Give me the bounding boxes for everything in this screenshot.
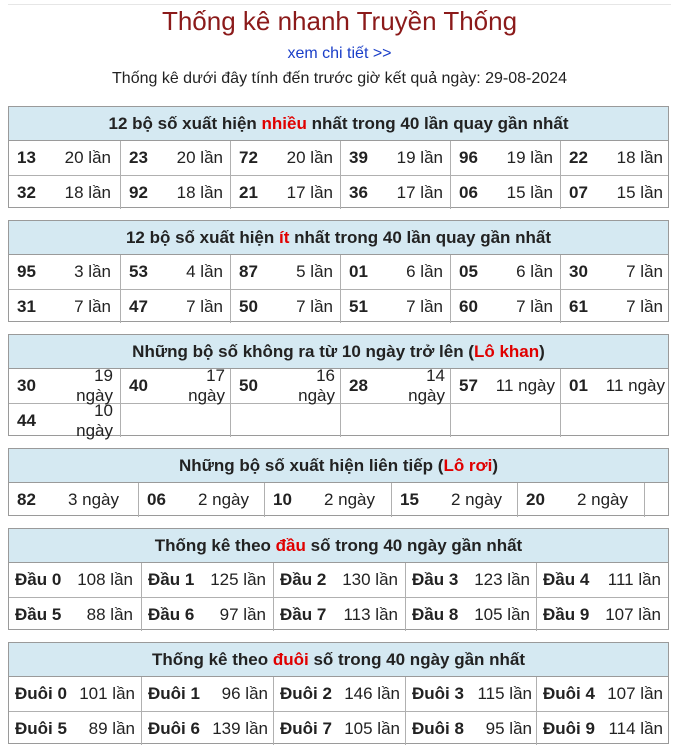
heading-text: nhất trong 40 lần quay gần nhất <box>289 228 552 247</box>
tail-digit-box <box>8 642 669 744</box>
count-value: 20 lần <box>286 148 333 167</box>
count-value: 7 lần <box>516 296 553 316</box>
number-value: 31 <box>17 296 36 316</box>
count-value: 2 ngày <box>323 490 375 509</box>
count-value: 95 lần <box>485 718 532 738</box>
stat-cell <box>9 290 120 323</box>
count-value: 4 lần <box>186 262 223 281</box>
heading-highlight: ít <box>279 228 290 247</box>
count-value: 17 lần <box>396 182 443 202</box>
number-value: 28 <box>349 376 368 395</box>
stat-cell <box>230 404 340 437</box>
number-value: 06 <box>459 182 478 202</box>
stat-cell <box>450 404 560 437</box>
stat-cell <box>9 483 138 517</box>
count-value: 108 lần <box>77 570 133 589</box>
count-value: 96 lần <box>221 684 268 703</box>
number-value: 07 <box>569 182 588 202</box>
count-value: 17 ngày <box>188 366 225 405</box>
stat-cell <box>273 563 405 597</box>
digit-label: Đuôi 1 <box>148 684 200 703</box>
stat-cell <box>536 598 668 631</box>
stat-cell <box>9 598 141 631</box>
digit-label: Đuôi 2 <box>280 684 332 703</box>
count-value: 5 lần <box>296 262 333 281</box>
stat-cell <box>264 483 391 517</box>
number-value: 95 <box>17 262 36 281</box>
stat-cell <box>560 176 668 209</box>
count-value: 2 ngày <box>197 490 249 509</box>
stat-cell <box>340 290 450 323</box>
stat-cell <box>120 176 230 209</box>
heading-text: Những bộ số không ra từ 10 ngày trở lên ( <box>132 342 474 361</box>
lo-khan-heading <box>9 335 668 369</box>
head-digit-heading <box>9 529 668 563</box>
heading-highlight: nhiều <box>261 114 307 133</box>
stat-cell <box>340 366 450 405</box>
number-value: 96 <box>459 148 478 167</box>
digit-label: Đầu 6 <box>148 604 195 624</box>
heading-text: số trong 40 ngày gần nhất <box>308 650 526 669</box>
number-value: 06 <box>147 490 166 509</box>
count-value: 88 lần <box>86 604 133 624</box>
digit-label: Đuôi 4 <box>543 684 595 703</box>
number-value: 87 <box>239 262 258 281</box>
table-row <box>9 289 668 323</box>
stat-cell <box>141 563 273 597</box>
heading-text: 12 bộ số xuất hiện <box>108 114 262 133</box>
number-value: 47 <box>129 296 148 316</box>
tail-digit-table <box>9 677 668 745</box>
stat-cell <box>120 404 230 437</box>
table-row <box>9 483 668 517</box>
digit-label: Đầu 8 <box>412 604 459 624</box>
head-digit-table <box>9 563 668 631</box>
stat-cell <box>405 598 536 631</box>
count-value: 114 lần <box>608 718 663 738</box>
most-frequent-heading <box>9 107 668 141</box>
number-value: 82 <box>17 490 36 509</box>
stat-cell <box>120 141 230 175</box>
stat-cell <box>230 141 340 175</box>
stat-cell <box>405 563 536 597</box>
digit-label: Đầu 3 <box>412 570 459 589</box>
count-value: 125 lần <box>210 570 266 589</box>
lo-khan-table <box>9 366 668 440</box>
digit-label: Đuôi 5 <box>15 718 67 738</box>
count-value: 7 lần <box>296 296 333 316</box>
lo-khan-box <box>8 334 669 440</box>
digit-label: Đuôi 0 <box>15 684 67 703</box>
stat-cell <box>273 677 405 711</box>
lo-roi-table <box>9 483 668 517</box>
number-value: 44 <box>17 410 36 430</box>
stat-cell <box>120 366 230 405</box>
stat-cell <box>9 255 120 289</box>
table-row <box>9 711 668 745</box>
count-value: 101 lần <box>79 684 135 703</box>
heading-highlight: đuôi <box>272 650 309 669</box>
count-value: 146 lần <box>344 684 400 703</box>
count-value: 19 ngày <box>76 366 113 405</box>
number-value: 53 <box>129 262 148 281</box>
stat-cell <box>273 598 405 631</box>
stat-cell <box>340 255 450 289</box>
heading-text: số trong 40 ngày gần nhất <box>305 536 523 555</box>
least-frequent-box <box>8 220 669 322</box>
digit-label: Đầu 1 <box>148 570 195 589</box>
table-row <box>9 175 668 209</box>
stat-cell <box>405 712 536 745</box>
count-value: 139 lần <box>212 718 268 738</box>
stat-cell <box>9 176 120 209</box>
stat-cell <box>230 366 340 405</box>
stat-cell <box>560 255 668 289</box>
stat-cell <box>9 400 120 440</box>
digit-label: Đuôi 8 <box>412 718 464 738</box>
count-value: 123 lần <box>474 570 530 589</box>
head-digit-box <box>8 528 669 630</box>
digit-label: Đuôi 9 <box>543 718 595 738</box>
count-value: 105 lần <box>474 604 530 624</box>
count-value: 18 lần <box>616 148 663 167</box>
count-value: 111 lần <box>607 570 661 589</box>
heading-text: 12 bộ số xuất hiện <box>125 228 279 247</box>
stat-cell <box>120 255 230 289</box>
stat-cell <box>536 712 668 745</box>
count-value: 16 ngày <box>298 366 335 405</box>
number-value: 50 <box>239 296 258 316</box>
digit-label: Đầu 0 <box>15 570 62 589</box>
stat-cell <box>9 677 141 711</box>
stat-cell <box>560 141 668 175</box>
count-value: 105 lần <box>344 718 400 738</box>
most-frequent-table <box>9 141 668 209</box>
most-frequent-box <box>8 106 669 208</box>
digit-label: Đuôi 6 <box>148 718 200 738</box>
table-row <box>9 597 668 631</box>
count-value: 17 lần <box>286 182 333 202</box>
number-value: 30 <box>569 262 588 281</box>
stat-cell <box>450 255 560 289</box>
number-value: 72 <box>239 148 258 167</box>
count-value: 7 lần <box>406 296 443 316</box>
stat-cell <box>536 563 668 597</box>
digit-label: Đầu 5 <box>15 604 62 624</box>
stat-cell <box>450 176 560 209</box>
number-value: 50 <box>239 376 258 395</box>
stat-cell <box>405 677 536 711</box>
stat-cell <box>9 563 141 597</box>
stat-cell <box>450 369 560 403</box>
number-value: 20 <box>526 490 545 509</box>
stat-cell <box>560 404 668 437</box>
stat-cell <box>340 141 450 175</box>
stat-cell <box>391 483 517 517</box>
tail-digit-heading <box>9 643 668 677</box>
number-value: 92 <box>129 182 148 202</box>
count-value: 18 lần <box>64 182 111 202</box>
stat-cell <box>560 369 668 403</box>
number-value: 57 <box>459 376 478 395</box>
number-value: 60 <box>459 296 478 316</box>
count-value: 7 lần <box>626 296 663 316</box>
stat-cell <box>138 483 264 517</box>
empty-cell <box>644 483 668 517</box>
count-value: 20 lần <box>176 148 223 167</box>
stat-cell <box>273 712 405 745</box>
count-value: 2 ngày <box>450 490 502 509</box>
number-value: 01 <box>349 262 368 281</box>
number-value: 10 <box>273 490 292 509</box>
heading-text: ) <box>492 456 499 475</box>
least-frequent-table <box>9 255 668 323</box>
number-value: 21 <box>239 182 258 202</box>
count-value: 15 lần <box>616 182 663 202</box>
stat-cell <box>536 677 668 711</box>
digit-label: Đầu 4 <box>543 570 590 589</box>
count-value: 113 lần <box>343 604 398 624</box>
stat-cell <box>340 404 450 437</box>
stat-cell <box>141 712 273 745</box>
count-value: 7 lần <box>626 262 663 281</box>
count-value: 6 lần <box>516 262 553 281</box>
count-value: 7 lần <box>74 296 111 316</box>
heading-highlight: Lô rơi <box>443 456 493 475</box>
least-frequent-heading <box>9 221 668 255</box>
stat-cell <box>560 290 668 323</box>
table-row <box>9 366 668 405</box>
heading-highlight: Lô khan <box>473 342 540 361</box>
count-value: 107 lần <box>607 684 663 703</box>
count-value: 97 lần <box>219 604 266 624</box>
stat-cell <box>450 290 560 323</box>
table-row <box>9 400 668 440</box>
heading-text: ) <box>539 342 545 361</box>
digit-label: Đầu 2 <box>280 570 327 589</box>
number-value: 61 <box>569 296 588 316</box>
number-value: 05 <box>459 262 478 281</box>
count-value: 107 lần <box>605 604 661 624</box>
count-value: 11 ngày <box>605 376 665 395</box>
stat-cell <box>230 176 340 209</box>
stat-cell <box>9 366 120 405</box>
count-value: 19 lần <box>396 148 443 167</box>
top-divider <box>8 4 671 5</box>
table-row <box>9 563 668 597</box>
page-title: Thống kê nhanh Truyền Thống <box>161 6 518 36</box>
table-row <box>9 255 668 289</box>
number-value: 30 <box>17 376 36 395</box>
number-value: 40 <box>129 376 148 395</box>
stat-cell <box>9 712 141 745</box>
count-value: 20 lần <box>64 148 111 167</box>
stat-cell <box>340 176 450 209</box>
count-value: 7 lần <box>186 296 223 316</box>
stats-description <box>0 70 679 88</box>
count-value: 89 lần <box>88 718 135 738</box>
stat-cell <box>517 483 644 517</box>
number-value: 23 <box>129 148 148 167</box>
stat-cell <box>230 255 340 289</box>
digit-label: Đuôi 3 <box>412 684 464 703</box>
count-value: 2 ngày <box>576 490 628 509</box>
digit-label: Đầu 7 <box>280 604 327 624</box>
number-value: 32 <box>17 182 36 202</box>
number-value: 51 <box>349 296 368 316</box>
count-value: 19 lần <box>506 148 553 167</box>
stat-cell <box>230 290 340 323</box>
count-value: 3 lần <box>74 262 111 281</box>
stats-date: 29-08-2024 <box>485 70 567 87</box>
number-value: 13 <box>17 148 36 167</box>
heading-highlight: đầu <box>275 536 306 555</box>
count-value: 6 lần <box>406 262 443 281</box>
stat-cell <box>120 290 230 323</box>
count-value: 15 lần <box>506 182 553 202</box>
count-value: 130 lần <box>342 570 398 589</box>
count-value: 14 ngày <box>408 366 445 405</box>
number-value: 01 <box>569 376 588 395</box>
heading-text: Thống kê theo <box>151 650 273 669</box>
number-value: 39 <box>349 148 368 167</box>
view-details-link[interactable]: xem chi tiết >> <box>287 45 392 62</box>
number-value: 15 <box>400 490 419 509</box>
stat-cell <box>141 598 273 631</box>
number-value: 36 <box>349 182 368 202</box>
lo-roi-heading <box>9 449 668 483</box>
table-row <box>9 677 668 711</box>
description-text: Thống kê dưới đây tính đến trước giờ kết quả ngày: <box>112 70 486 87</box>
number-value: 22 <box>569 148 588 167</box>
digit-label: Đầu 9 <box>543 604 590 624</box>
count-value: 115 lần <box>477 684 532 703</box>
count-value: 18 lần <box>176 182 223 202</box>
stat-cell <box>141 677 273 711</box>
table-row <box>9 141 668 175</box>
stat-cell <box>9 141 120 175</box>
digit-label: Đuôi 7 <box>280 718 332 738</box>
count-value: 11 ngày <box>495 376 555 395</box>
heading-text: nhất trong 40 lần quay gần nhất <box>306 114 569 133</box>
heading-text: Những bộ số xuất hiện liên tiếp ( <box>178 456 444 475</box>
count-value: 3 ngày <box>67 490 119 509</box>
count-value: 10 ngày <box>76 400 113 440</box>
lo-roi-box <box>8 448 669 516</box>
stat-cell <box>450 141 560 175</box>
heading-text: Thống kê theo <box>154 536 276 555</box>
